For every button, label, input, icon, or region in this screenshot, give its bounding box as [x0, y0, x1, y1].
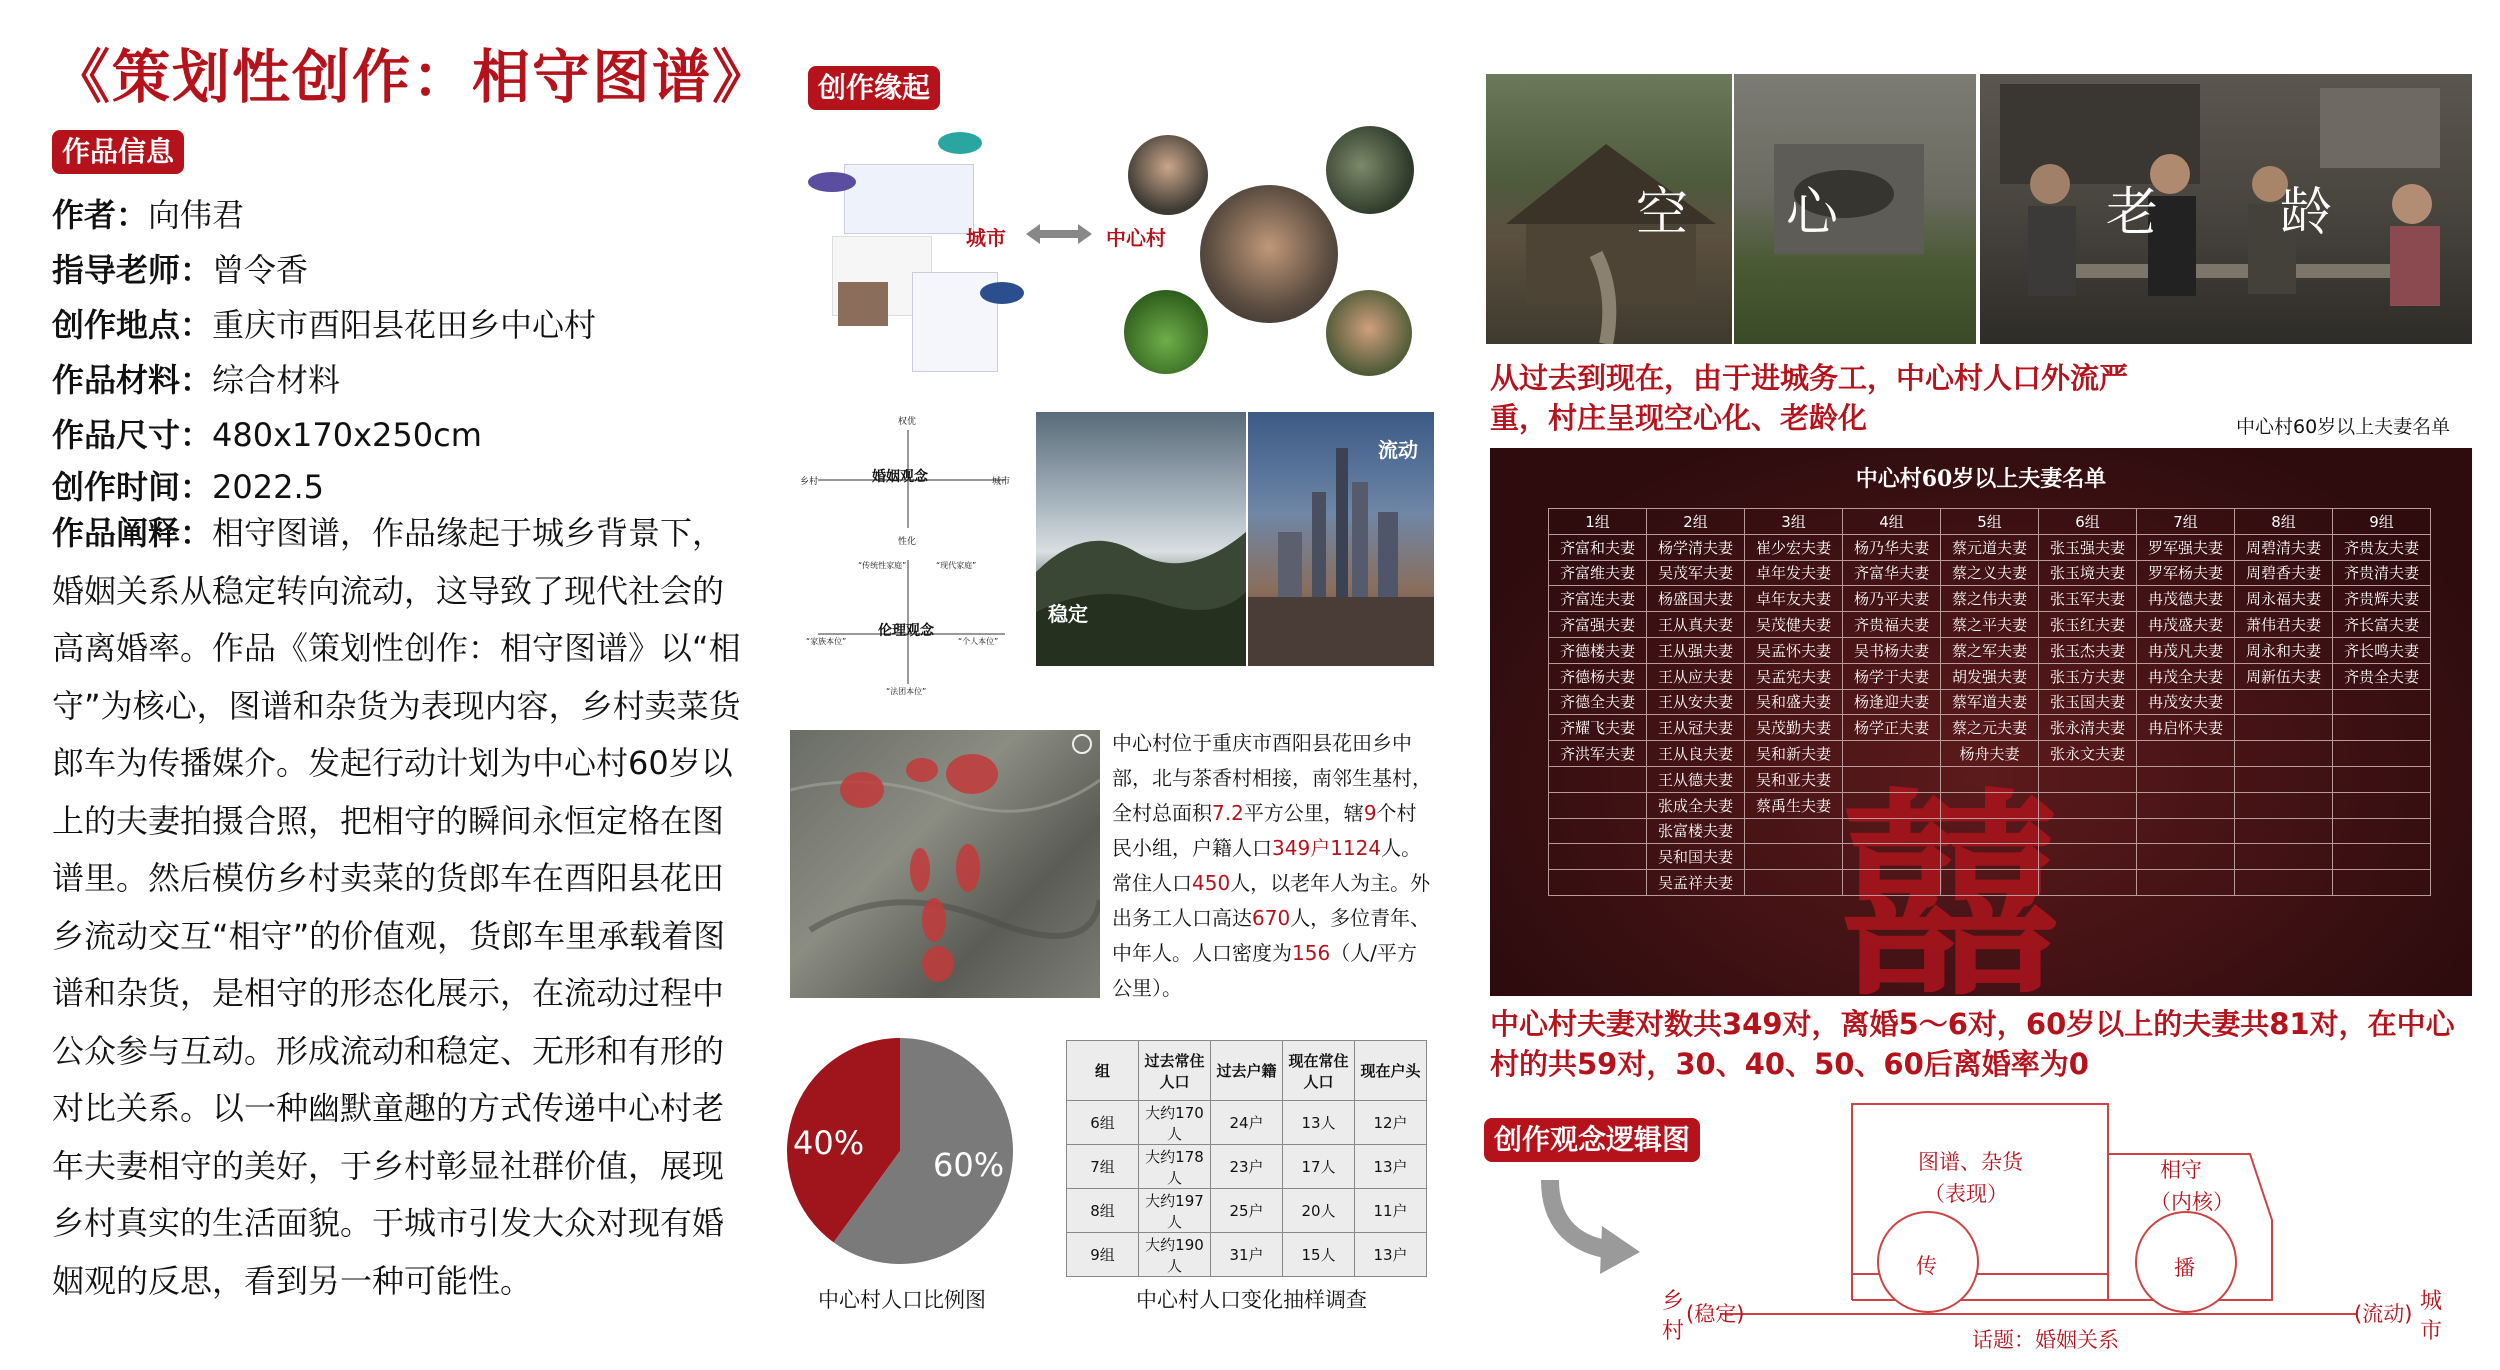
namelist-cell	[2333, 741, 2431, 767]
namelist-cell: 张玉红夫妻	[2039, 612, 2137, 638]
intro-text: 中心村位于重庆市酉阳县花田乡中部，北与茶香村相接，南邻生基村，全村总面积	[1112, 731, 1432, 825]
advisor-label: 指导老师：	[52, 251, 213, 289]
logic-wheel2: 播	[2174, 1256, 2195, 1280]
namelist-group-header: 7组	[2137, 509, 2235, 535]
namelist-cell: 齐长鸣夫妻	[2333, 637, 2431, 663]
namelist-group-header: 6组	[2039, 509, 2137, 535]
table-row	[1067, 1101, 1427, 1145]
logic-flow: (流动)	[2354, 1302, 2413, 1326]
namelist-cell: 冉茂安夫妻	[2137, 689, 2235, 715]
namelist-cell: 吴和国夫妻	[1647, 844, 1745, 870]
logic-box2: 相守	[2160, 1158, 2202, 1182]
namelist-cell	[1745, 844, 1843, 870]
pie-caption: 中心村人口比例图	[818, 1288, 986, 1312]
namelist-cell	[2235, 741, 2333, 767]
namelist-cell: 张玉方夫妻	[2039, 663, 2137, 689]
namelist-cell: 齐德杨夫妻	[1549, 663, 1647, 689]
satellite-map	[790, 730, 1100, 998]
namelist-cell: 吴孟宪夫妻	[1745, 663, 1843, 689]
namelist-group-header: 9组	[2333, 509, 2431, 535]
namelist-cell	[2235, 792, 2333, 818]
namelist-body	[1549, 534, 2431, 895]
namelist-cell: 周碧清夫妻	[2235, 534, 2333, 560]
table-row	[1549, 870, 2431, 896]
table-row	[1549, 844, 2431, 870]
namelist-group-header: 3组	[1745, 509, 1843, 535]
survey-header: 现在户头	[1355, 1041, 1427, 1101]
table-row	[1067, 1145, 1427, 1189]
namelist-cell	[2137, 766, 2235, 792]
namelist-cell: 蔡之元夫妻	[1941, 715, 2039, 741]
intro-area: 7.2	[1212, 801, 1244, 825]
namelist-cell: 卓年友夫妻	[1745, 586, 1843, 612]
namelist-cell: 吴孟怀夫妻	[1745, 637, 1843, 663]
survey-header: 过去户籍	[1211, 1041, 1283, 1101]
logic-topic: 话题：婚姻关系	[1972, 1328, 2119, 1352]
city-label: 城市	[966, 226, 1006, 250]
village-intro	[1112, 726, 1436, 1006]
diagram-right: 城市	[992, 477, 1011, 487]
speech-bubble-icon	[808, 172, 856, 192]
diagram-left: 乡村	[800, 477, 819, 487]
diagram-q2: “现代家庭”	[936, 561, 977, 570]
namelist-cell	[2235, 818, 2333, 844]
namelist-cell: 蔡之平夫妻	[1941, 612, 2039, 638]
namelist-cell: 杨乃平夫妻	[1843, 586, 1941, 612]
photo-thumb	[838, 282, 888, 326]
namelist-group-header: 1组	[1549, 509, 1647, 535]
intro-population: 1124	[1330, 836, 1382, 860]
diagram-middle: 性化	[898, 537, 917, 547]
desc-text: 相守图谱，作品缘起于城乡背景下，婚姻关系从稳定转向流动，这导致了现代社会的高离婚率。作品《策划性创作：相守图谱》以“相守”为核心，图谱和杂货为表现内容，乡村卖菜货郎车为传播媒介。发起行动计划为中心村60岁以上的夫妻拍摄合照，把相守的瞬间永恒定格在图谱里。然后模仿乡村卖菜的货郎车在酉阳县花田乡流动交互“相守”的价值观，货郎车里承载着图谱和杂货，是相守的形态化展示，在流动过程中公众参与互动。形成流动和稳定、无形和有形的对比关系。以一种幽默童趣的方式传递中心村老年夫妻相守的美好，于乡村彰显社群价值，展现乡村真实的生活面貌。于城市引发大众对现有婚姻观的反思，看到另一种可能性。	[52, 514, 741, 1300]
page-title: 《策划性创作：相守图谱》	[52, 43, 773, 111]
namelist-caption: 中心村60岁以上夫妻名单	[2236, 416, 2451, 438]
work-info-tag: 作品信息	[52, 130, 184, 174]
namelist-cell	[2137, 818, 2235, 844]
table-row	[1549, 715, 2431, 741]
namelist-cell: 蔡元道夫妻	[1941, 534, 2039, 560]
survey-table	[1066, 1040, 1427, 1277]
table-row	[1549, 586, 2431, 612]
namelist-cell: 齐富连夫妻	[1549, 586, 1647, 612]
namelist-cell	[1843, 792, 1941, 818]
survey-cell: 8组	[1067, 1189, 1139, 1233]
namelist-group-header: 4组	[1843, 509, 1941, 535]
survey-cell: 6组	[1067, 1101, 1139, 1145]
couples-namelist-board	[1490, 448, 2472, 996]
namelist-cell: 齐贵全夫妻	[2333, 663, 2431, 689]
namelist-cell	[1549, 792, 1647, 818]
namelist-cell: 罗军杨夫妻	[2137, 560, 2235, 586]
namelist-cell: 杨逢迎夫妻	[1843, 689, 1941, 715]
namelist-cell: 杨盛国夫妻	[1647, 586, 1745, 612]
city-screenshots	[808, 132, 998, 372]
table-row	[1549, 612, 2431, 638]
namelist-cell	[1941, 766, 2039, 792]
survey-caption: 中心村人口变化抽样调查	[1136, 1288, 1367, 1312]
namelist-cell	[1549, 818, 1647, 844]
intro-resident: 450	[1192, 871, 1231, 895]
couple-photo-circle	[1200, 185, 1338, 323]
namelist-cell: 张富楼夫妻	[1647, 818, 1745, 844]
namelist-cell: 蔡之军夫妻	[1941, 637, 2039, 663]
namelist-cell	[2235, 715, 2333, 741]
namelist-cell: 齐贵辉夫妻	[2333, 586, 2431, 612]
stable-landscape-photo	[1036, 412, 1246, 666]
namelist-cell: 王从强夫妻	[1647, 637, 1745, 663]
namelist-cell: 胡发强夫妻	[1941, 663, 2039, 689]
namelist-cell	[2333, 844, 2431, 870]
table-row	[1549, 534, 2431, 560]
logic-stable: (稳定)	[1686, 1302, 1745, 1326]
material-value: 综合材料	[212, 361, 341, 399]
material-label: 作品材料：	[52, 361, 213, 399]
namelist-cell	[1549, 870, 1647, 896]
time-value: 2022.5	[212, 468, 324, 506]
curved-arrow-icon	[1540, 1170, 1650, 1280]
namelist-cell: 杨乃华夫妻	[1843, 534, 1941, 560]
survey-cell: 大约170人	[1139, 1101, 1211, 1145]
namelist-cell: 冉茂全夫妻	[2137, 663, 2235, 689]
table-row	[1549, 637, 2431, 663]
place-label: 创作地点：	[52, 306, 213, 344]
size-label: 作品尺寸：	[52, 416, 213, 454]
survey-cell: 25户	[1211, 1189, 1283, 1233]
namelist-cell	[2137, 870, 2235, 896]
survey-cell: 9组	[1067, 1233, 1139, 1277]
stable-label: 稳定	[1048, 602, 1088, 626]
field-photo-circle	[1124, 290, 1208, 374]
pie-red-label: 40%	[793, 1124, 865, 1162]
intro-migrant: 670	[1252, 906, 1291, 930]
namelist-cell: 齐富强夫妻	[1549, 612, 1647, 638]
speech-bubble-icon	[980, 282, 1024, 304]
namelist-cell	[2039, 792, 2137, 818]
namelist-cell	[2333, 689, 2431, 715]
namelist-cell	[2333, 818, 2431, 844]
namelist-cell	[2039, 766, 2137, 792]
intro-text: 平方公里，辖	[1243, 801, 1364, 825]
namelist-cell	[1843, 844, 1941, 870]
namelist-cell	[1549, 844, 1647, 870]
village-label: 中心村	[1106, 226, 1166, 250]
abandoned-house-photo	[1486, 74, 1732, 344]
photo-word-kong: 空	[1636, 183, 1689, 243]
survey-cell: 12户	[1355, 1101, 1427, 1145]
namelist-cell: 罗军强夫妻	[2137, 534, 2235, 560]
logic-box2b: （内核）	[2150, 1190, 2234, 1214]
time-label: 创作时间：	[52, 468, 213, 506]
intro-density: 156	[1292, 941, 1331, 965]
survey-cell: 大约178人	[1139, 1145, 1211, 1189]
namelist-cell: 张玉强夫妻	[2039, 534, 2137, 560]
namelist-cell: 周永和夫妻	[2235, 637, 2333, 663]
namelist-cell: 蔡之义夫妻	[1941, 560, 2039, 586]
namelist-cell: 张玉杰夫妻	[2039, 637, 2137, 663]
survey-cell: 15人	[1283, 1233, 1355, 1277]
namelist-cell	[2333, 715, 2431, 741]
namelist-cell	[1745, 870, 1843, 896]
origin-tag: 创作缘起	[808, 66, 940, 110]
namelist-cell: 张玉境夫妻	[2039, 560, 2137, 586]
namelist-cell: 张玉军夫妻	[2039, 586, 2137, 612]
intro-text: 个村民小组，户籍人口	[1112, 801, 1417, 860]
namelist-cell	[2039, 844, 2137, 870]
namelist-cell: 吴和亚夫妻	[1745, 766, 1843, 792]
namelist-cell: 齐耀飞夫妻	[1549, 715, 1647, 741]
namelist-cell	[2235, 870, 2333, 896]
namelist-cell	[2333, 792, 2431, 818]
namelist-cell: 周永福夫妻	[2235, 586, 2333, 612]
namelist-cell: 王从冠夫妻	[1647, 715, 1745, 741]
namelist-cell: 冉茂德夫妻	[2137, 586, 2235, 612]
namelist-cell: 吴茂军夫妻	[1647, 560, 1745, 586]
elder-photo-circle	[1326, 126, 1414, 214]
table-row	[1067, 1189, 1427, 1233]
diagram-q3: “家族本位”	[806, 637, 847, 646]
namelist-cell	[1843, 818, 1941, 844]
table-row	[1549, 689, 2431, 715]
logic-tag: 创作观念逻辑图	[1484, 1118, 1700, 1162]
logic-left-a: 乡	[1662, 1289, 1685, 1314]
namelist-table	[1548, 508, 2431, 896]
namelist-cell: 张成全夫妻	[1647, 792, 1745, 818]
advisor-value: 曾令香	[212, 251, 309, 289]
diagram-bottom: “法团本位”	[886, 687, 927, 696]
logic-wheel1: 传	[1916, 1254, 1937, 1278]
namelist-cell: 齐贵友夫妻	[2333, 534, 2431, 560]
namelist-cell: 冉茂凡夫妻	[2137, 637, 2235, 663]
photo-word-lao: 老	[2106, 183, 2159, 243]
namelist-group-header: 5组	[1941, 509, 2039, 535]
namelist-cell: 王从德夫妻	[1647, 766, 1745, 792]
diagram-q4: “个人本位”	[958, 637, 999, 646]
survey-cell: 13户	[1355, 1233, 1427, 1277]
namelist-cell: 王从安夫妻	[1647, 689, 1745, 715]
namelist-cell	[1549, 766, 1647, 792]
table-row	[1549, 663, 2431, 689]
survey-cell: 大约190人	[1139, 1233, 1211, 1277]
namelist-cell: 张永清夫妻	[2039, 715, 2137, 741]
namelist-cell: 齐德全夫妻	[1549, 689, 1647, 715]
diagram-ethics-concept: 伦理观念	[878, 623, 934, 639]
pie-gray-label: 60%	[933, 1146, 1005, 1184]
namelist-group-header: 2组	[1647, 509, 1745, 535]
survey-cell: 大约197人	[1139, 1189, 1211, 1233]
namelist-cell: 吴和盛夫妻	[1745, 689, 1843, 715]
namelist-cell	[1843, 870, 1941, 896]
namelist-cell: 齐富和夫妻	[1549, 534, 1647, 560]
author-value: 向伟君	[148, 196, 245, 234]
namelist-cell: 王从良夫妻	[1647, 741, 1745, 767]
double-arrow-icon	[1026, 224, 1092, 244]
divorce-stats-note: 中心村夫妻对数共349对，离婚5～6对，60岁以上的夫妻共81对，在中心村的共59对，30、40、50、60后离婚率为0	[1490, 1007, 2455, 1081]
namelist-cell: 蔡禹生夫妻	[1745, 792, 1843, 818]
photo-word-ling: 龄	[2280, 183, 2333, 243]
elderly-villagers-photo	[1980, 74, 2472, 344]
diagram-top: 权优	[898, 417, 917, 427]
namelist-cell: 张永文夫妻	[2039, 741, 2137, 767]
logic-right-b: 市	[2420, 1319, 2443, 1344]
logic-box1: 图谱、杂货	[1918, 1150, 2023, 1174]
namelist-cell	[1941, 870, 2039, 896]
work-description	[52, 505, 752, 1310]
namelist-cell: 齐长富夫妻	[2333, 612, 2431, 638]
namelist-cell: 卓年发夫妻	[1745, 560, 1843, 586]
namelist-cell: 吴和新夫妻	[1745, 741, 1843, 767]
survey-cell: 24户	[1211, 1101, 1283, 1145]
flow-city-photo	[1248, 412, 1434, 666]
namelist-cell	[2235, 689, 2333, 715]
namelist-cell: 吴书杨夫妻	[1843, 637, 1941, 663]
namelist-header-row	[1549, 509, 2431, 535]
survey-cell: 13户	[1355, 1145, 1427, 1189]
logic-right-a: 城	[2420, 1289, 2443, 1314]
namelist-cell: 萧伟君夫妻	[2235, 612, 2333, 638]
diagram-marriage-concept: 婚姻观念	[872, 469, 928, 485]
namelist-cell	[2235, 844, 2333, 870]
survey-header: 现在常住人口	[1283, 1041, 1355, 1101]
table-row	[1549, 792, 2431, 818]
namelist-cell: 吴茂健夫妻	[1745, 612, 1843, 638]
hollowing-note: 从过去到现在，由于进城务工，中心村人口外流严重，村庄呈现空心化、老龄化	[1490, 361, 2129, 435]
namelist-cell: 杨学清夫妻	[1647, 534, 1745, 560]
survey-header: 组	[1067, 1041, 1139, 1101]
intro-text: 人，以老年人为主。外出务工人口高达	[1112, 871, 1431, 930]
logic-box1b: （表现）	[1924, 1182, 2008, 1206]
namelist-cell	[2137, 844, 2235, 870]
namelist-cell	[1941, 844, 2039, 870]
namelist-cell: 周碧香夫妻	[2235, 560, 2333, 586]
namelist-title: 中心村60岁以上夫妻名单	[1855, 466, 2107, 492]
intro-text: （人/平方公里）。	[1112, 941, 1417, 1000]
author-label: 作者：	[52, 196, 149, 234]
namelist-cell: 吴茂勤夫妻	[1745, 715, 1843, 741]
concept-diagram	[800, 410, 1026, 700]
survey-cell: 20人	[1283, 1189, 1355, 1233]
namelist-cell	[1941, 792, 2039, 818]
namelist-cell: 杨学于夫妻	[1843, 663, 1941, 689]
elder-photo-circle	[1128, 135, 1208, 215]
table-row	[1549, 766, 2431, 792]
namelist-cell: 王从真夫妻	[1647, 612, 1745, 638]
work-info	[52, 188, 752, 463]
flow-label: 流动	[1378, 438, 1418, 462]
namelist-cell	[2039, 870, 2137, 896]
intro-households: 349	[1272, 836, 1311, 860]
namelist-cell: 齐富维夫妻	[1549, 560, 1647, 586]
survey-cell: 13人	[1283, 1101, 1355, 1145]
namelist-cell: 蔡军道夫妻	[1941, 689, 2039, 715]
namelist-cell: 周新伍夫妻	[2235, 663, 2333, 689]
namelist-cell	[2333, 870, 2431, 896]
namelist-cell	[2333, 766, 2431, 792]
survey-cell: 17人	[1283, 1145, 1355, 1189]
photo-word-xin: 心	[1786, 183, 1839, 243]
population-pie-chart	[785, 1036, 1015, 1266]
ruined-stove-photo	[1734, 74, 1976, 344]
intro-text: 户	[1310, 836, 1331, 860]
namelist-cell: 王从应夫妻	[1647, 663, 1745, 689]
speech-bubble-icon	[938, 132, 982, 154]
survey-cell: 31户	[1211, 1233, 1283, 1277]
elder-photo-circle	[1326, 290, 1412, 376]
namelist-cell	[2039, 818, 2137, 844]
table-row	[1549, 741, 2431, 767]
namelist-cell: 冉茂盛夫妻	[2137, 612, 2235, 638]
survey-cell: 23户	[1211, 1145, 1283, 1189]
screenshot-card	[844, 164, 974, 234]
namelist-cell: 齐富华夫妻	[1843, 560, 1941, 586]
namelist-cell	[1745, 818, 1843, 844]
namelist-cell: 吴孟祥夫妻	[1647, 870, 1745, 896]
double-happiness-icon: 囍	[1840, 770, 2061, 996]
namelist-cell: 齐洪军夫妻	[1549, 741, 1647, 767]
namelist-cell: 张玉国夫妻	[2039, 689, 2137, 715]
namelist-group-header: 8组	[2235, 509, 2333, 535]
namelist-cell: 齐德楼夫妻	[1549, 637, 1647, 663]
place-value: 重庆市酉阳县花田乡中心村	[212, 306, 597, 344]
table-row	[1549, 560, 2431, 586]
namelist-cell	[1941, 818, 2039, 844]
namelist-cell	[1843, 741, 1941, 767]
namelist-cell: 蔡之伟夫妻	[1941, 586, 2039, 612]
table-row	[1067, 1233, 1427, 1277]
namelist-cell: 齐贵福夫妻	[1843, 612, 1941, 638]
table-row	[1549, 818, 2431, 844]
namelist-cell	[2137, 792, 2235, 818]
namelist-cell: 冉启怀夫妻	[2137, 715, 2235, 741]
namelist-cell: 齐贵清夫妻	[2333, 560, 2431, 586]
survey-cell: 7组	[1067, 1145, 1139, 1189]
namelist-cell	[1843, 766, 1941, 792]
logic-diagram	[1650, 1100, 2480, 1370]
namelist-cell	[2235, 766, 2333, 792]
logic-left-b: 村	[1662, 1319, 1685, 1344]
diagram-q1: “传统性家庭”	[858, 561, 907, 570]
size-value: 480x170x250cm	[212, 416, 482, 454]
namelist-cell	[2137, 741, 2235, 767]
intro-groups: 9	[1363, 801, 1377, 825]
intro-text: 人，多位青年、中年人。人口密度为	[1112, 906, 1431, 965]
desc-label: 作品阐释：	[52, 514, 213, 552]
intro-text: 人。常住人口	[1112, 836, 1422, 895]
namelist-cell: 崔少宏夫妻	[1745, 534, 1843, 560]
namelist-cell: 杨学正夫妻	[1843, 715, 1941, 741]
survey-header: 过去常住人口	[1139, 1041, 1211, 1101]
survey-cell: 11户	[1355, 1189, 1427, 1233]
namelist-cell: 杨舟夫妻	[1941, 741, 2039, 767]
